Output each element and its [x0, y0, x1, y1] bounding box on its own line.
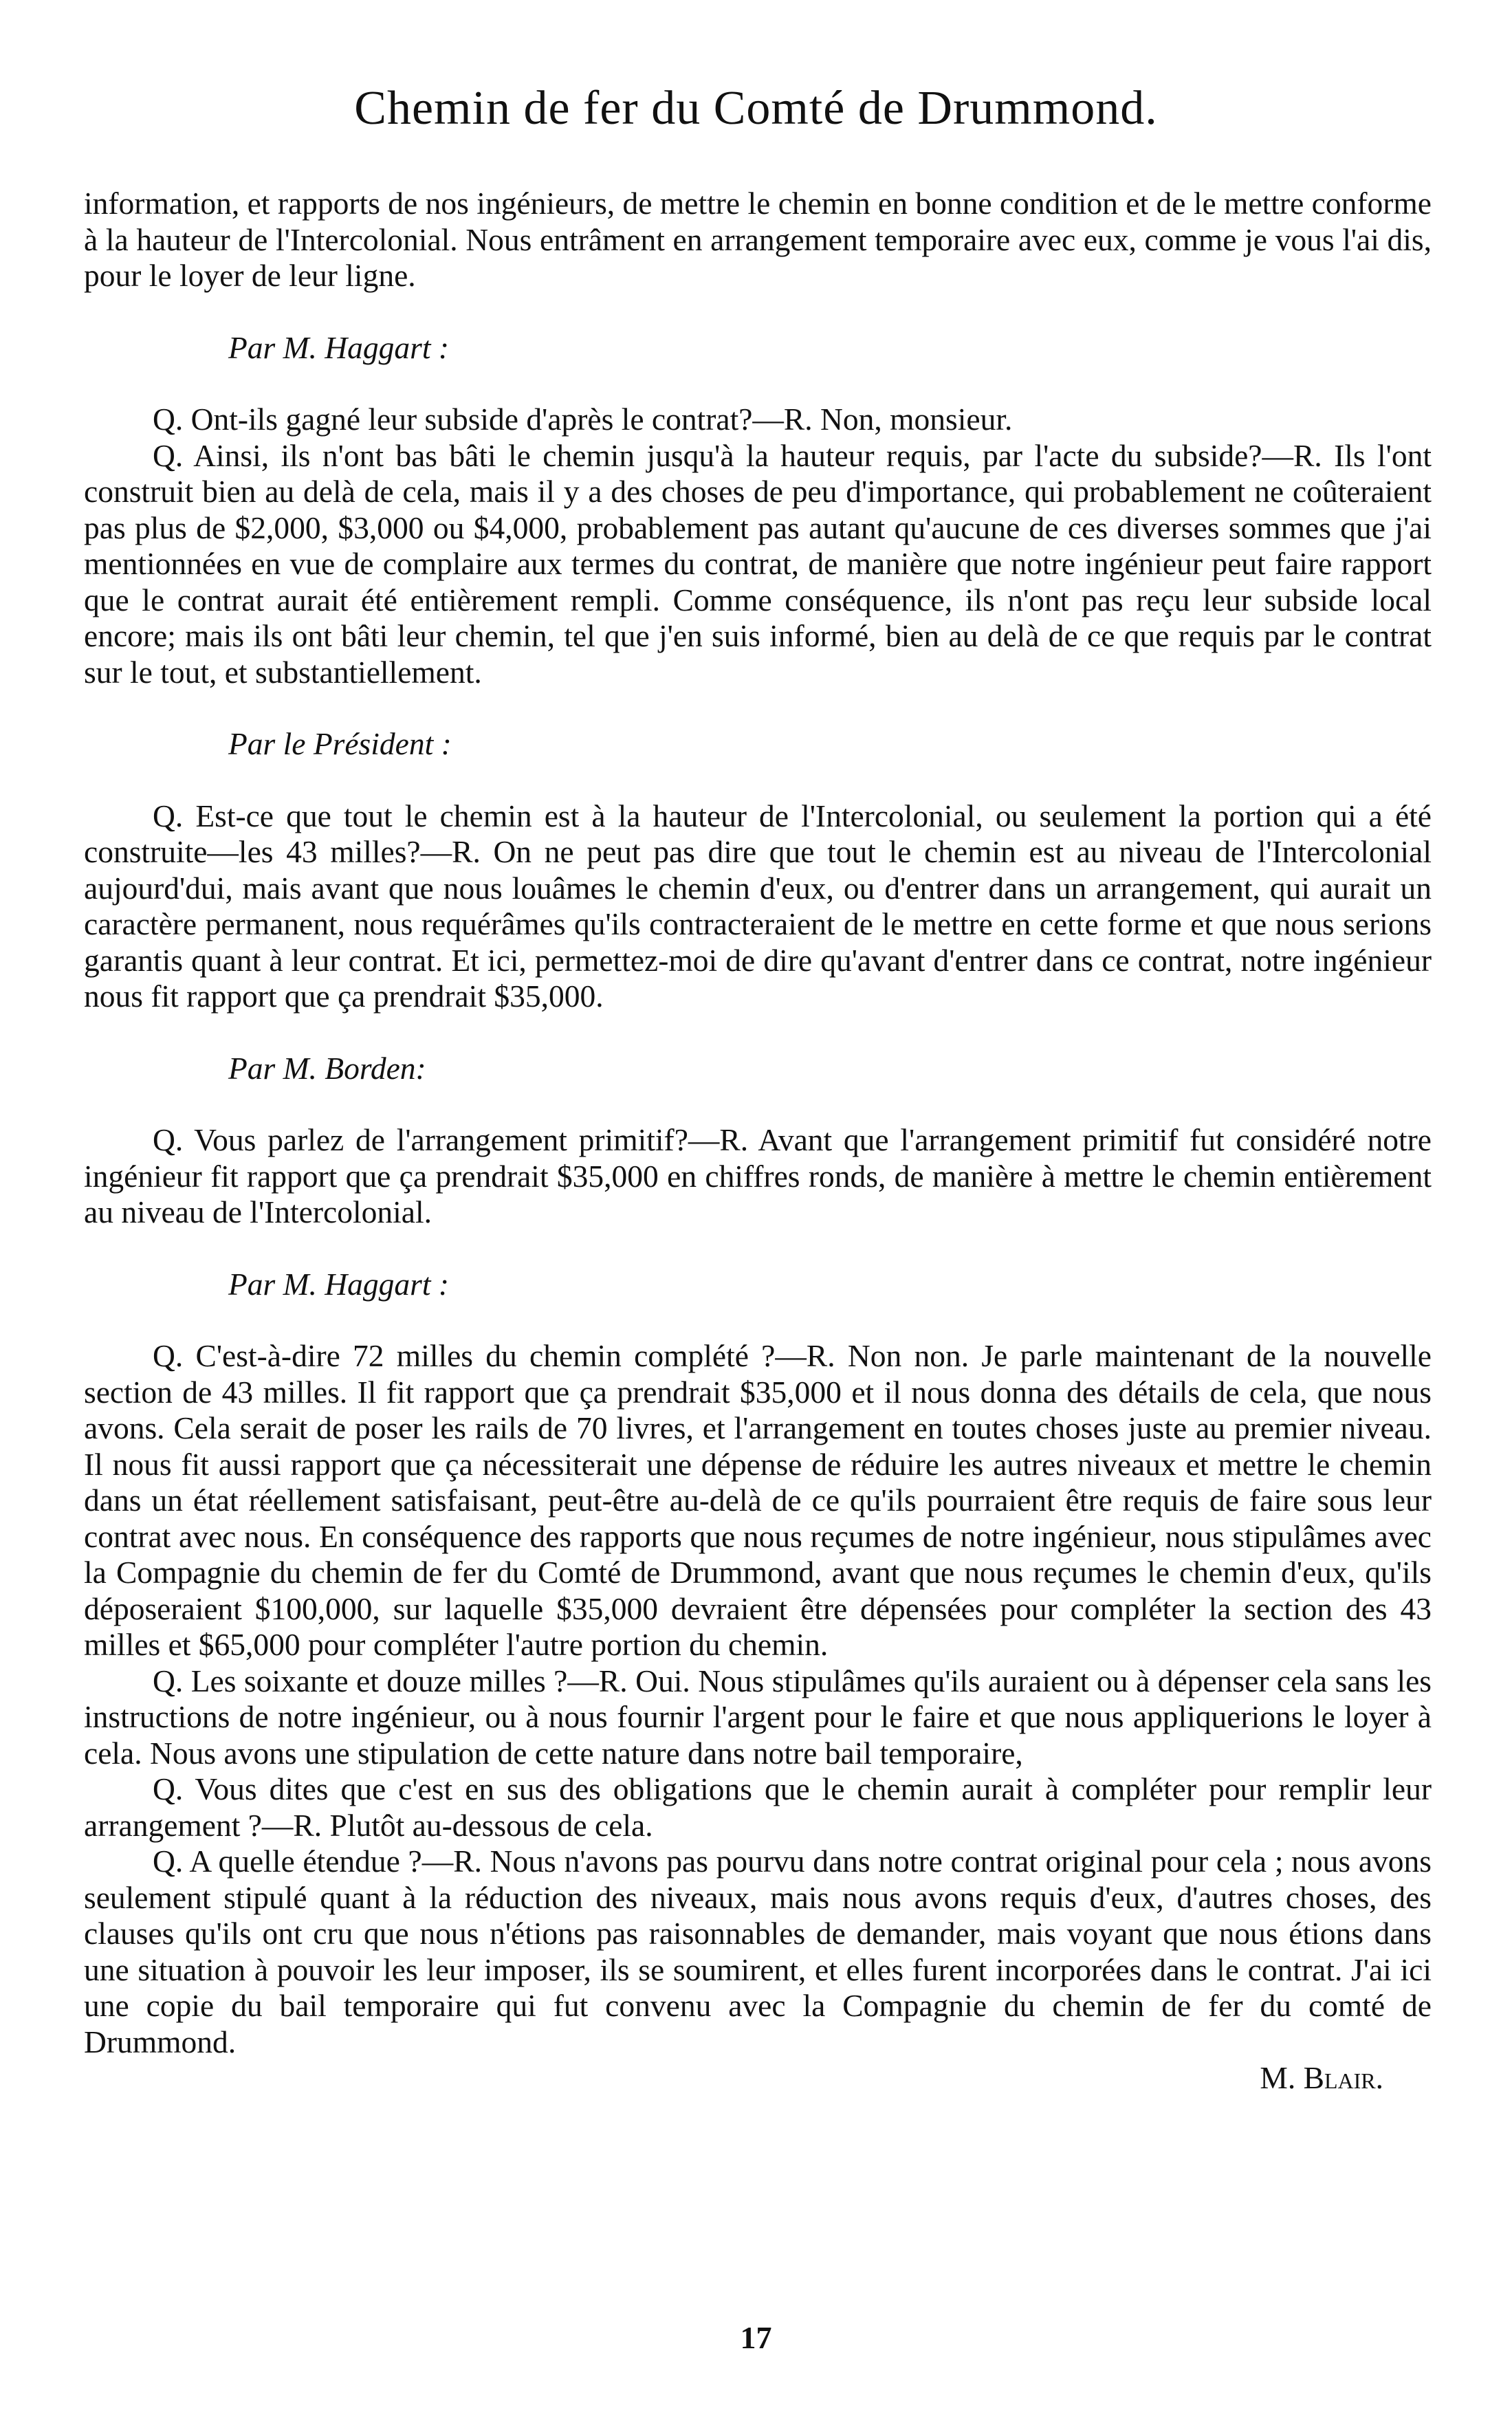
question-answer-paragraph: Q. Les soixante et douze milles ?—R. Oui. Nous stipulâmes qu'ils auraient ou à dépenser cela sans les instructions de notre ingénieur, ou à nous fournir l'argent pour le faire et que nous appliquerions le loyer à cela. Nous avons une stipulation de cette nature dans notre bail temporaire, [84, 1663, 1432, 1771]
question-answer-paragraph: Q. Ont-ils gagné leur subside d'après le contrat?—R. Non, monsieur. [153, 402, 1013, 437]
question-answer-paragraph: Q. Vous dites que c'est en sus des obligations que le chemin aurait à compléter pour remplir leur arrangement ?—R. Plutôt au-dessous de cela. [84, 1771, 1432, 1843]
question-answer-paragraph: Q. Vous parlez de l'arrangement primitif?—R. Avant que l'arrangement primitif fut considéré notre ingénieur fit rapport que ça prendrait $35,000 en chiffres ronds, de manière à mettre le chemin entièrement au niveau de l'Intercolonial. [84, 1122, 1432, 1229]
speaker-heading-haggart: Par M. Haggart : [228, 1266, 450, 1302]
question-answer-paragraph: Q. C'est-à-dire 72 milles du chemin complété ?—R. Non non. Je parle maintenant de la nouvelle section de 43 milles. Il fit rapport que ça prendrait $35,000 et il nous donna des détails de cela, que nous avons. Cela serait de poser les rails de 70 livres, et l'arrangement en toutes choses juste au premier niveau. Il nous fit aussi rapport que ça nécessiterait une dépense de réduire les autres niveaux et mettre le chemin dans un état réellement satisfaisant, peut-être au-delà de ce qu'ils pourraient être requis de faire sous leur contrat avec nous. En conséquence des rapports que nous reçumes de notre ingénieur, nous stipulâmes avec la Compagnie du chemin de fer du Comté de Drummond, avant que nous reçumes le chemin d'eux, qu'ils déposeraient $100,000, sur laquelle $35,000 devraient être dépensées pour compléter la section des 43 milles et $65,000 pour compléter l'autre portion du chemin. [84, 1338, 1432, 1662]
signature: M. Blair. [1260, 2060, 1383, 2095]
question-answer-paragraph: Q. Est-ce que tout le chemin est à la hauteur de l'Intercolonial, ou seulement la portion qui a été construite—les 43 milles?—R. On ne peut pas dire que tout le chemin est au niveau de l'Intercolonial aujourd'dui, mais avant que nous louâmes le chemin d'eux, ou d'entrer dans un arrangement, qui aurait un caractère permanent, nous requérâmes qu'ils contracteraient de le mettre en cette forme et que nous serions garantis quant à leur contrat. Et ici, permettez-moi de dire qu'avant d'entrer dans ce contrat, notre ingénieur nous fit rapport que ça prendrait $35,000. [84, 798, 1432, 1014]
question-answer-paragraph: Q. Ainsi, ils n'ont bas bâti le chemin jusqu'à la hauteur requis, par l'acte du subside?—R. Ils l'ont construit bien au delà de cela, mais il y a des choses de peu d'importance, qui probablement ne coûteraient pas plus de $2,000, $3,000 ou $4,000, probablement pas autant qu'aucune de ces diverses sommes que j'ai mentionnées en vue de complaire aux termes du contrat, de manière que notre ingénieur peut faire rapport que le contrat aurait été entièrement rempli. Comme conséquence, ils n'ont pas reçu leur subside local encore; mais ils ont bâti leur chemin, tel que j'en suis informé, bien au delà de ce que requis par le contrat sur le tout, et substantiellement. [84, 437, 1432, 690]
running-title: Chemin de fer du Comté de Drummond. [354, 82, 1158, 135]
page-number: 17 [740, 2320, 772, 2355]
speaker-heading-borden: Par M. Borden: [228, 1050, 426, 1086]
speaker-heading-haggart: Par M. Haggart : [228, 329, 450, 365]
speaker-heading-president: Par le Président : [228, 726, 452, 761]
body-text [84, 186, 1432, 2097]
paragraph-continuation: information, et rapports de nos ingénieurs, de mettre le chemin en bonne condition et de le mettre conforme à la hauteur de l'Intercolonial. Nous entrâment en arrangement temporaire avec eux, comme je vous l'ai dis, pour le loyer de leur ligne. [84, 186, 1432, 293]
question-answer-paragraph: Q. A quelle étendue ?—R. Nous n'avons pas pourvu dans notre contrat original pour cela ; nous avons seulement stipulé quant à la réduction des niveaux, mais nous avons requis d'eux, d'autres choses, des clauses qu'ils ont cru que nous n'étions pas raisonnables de demander, mais voyant que nous étions dans une situation à pouvoir les leur imposer, ils se soumirent, et elles furent incorporées dans le contrat. J'ai ici une copie du bail temporaire qui fut convenu avec la Compagnie du chemin de fer du comté de Drummond. [84, 1844, 1432, 2059]
